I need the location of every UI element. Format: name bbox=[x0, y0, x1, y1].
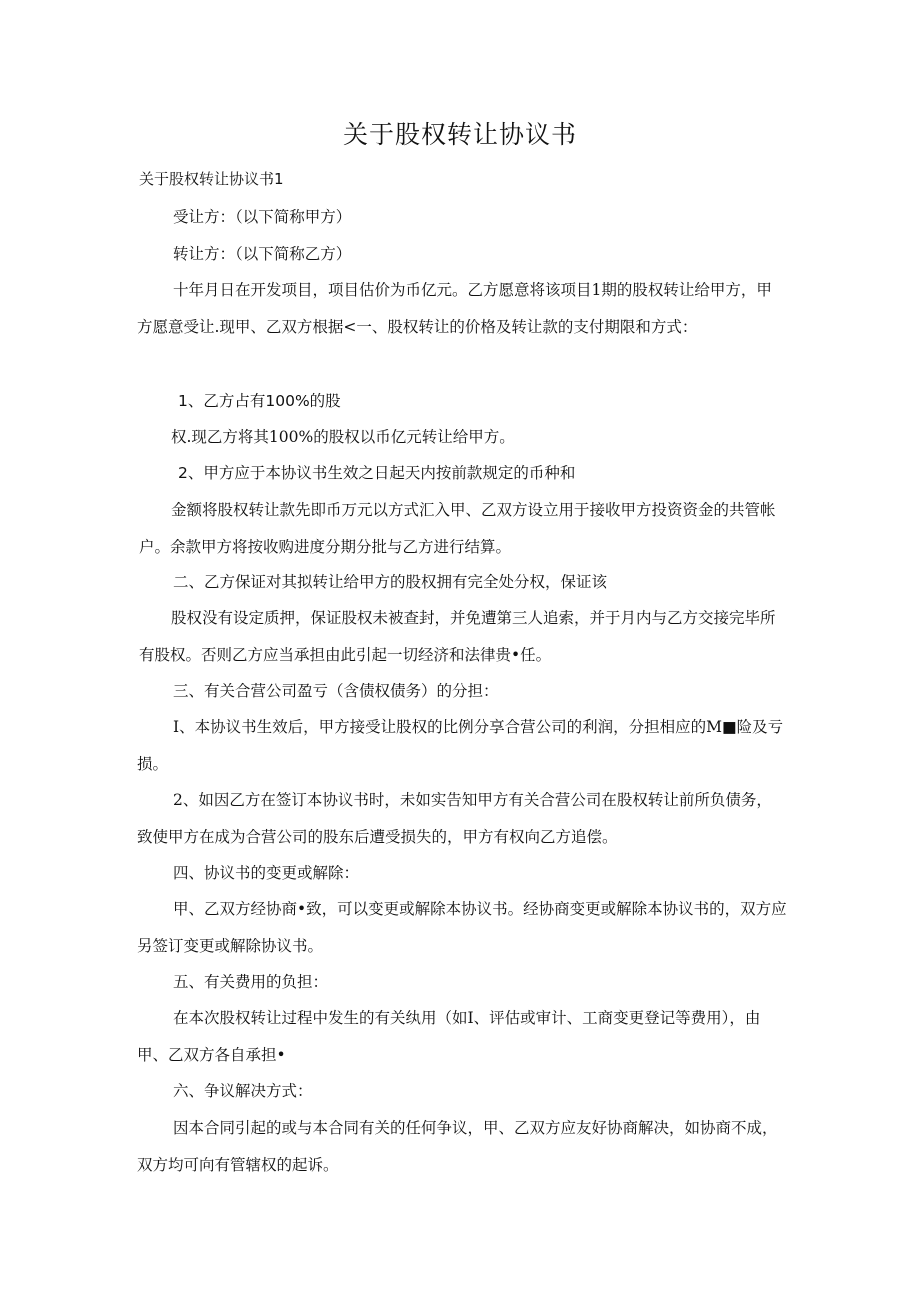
clause-2-body: 股权没有设定质押，保证股权未被查封，并免遭第三人追索，并于月内与乙方交接完毕所有股权。否则乙方应当承担由此引起一切经济和法律贵•任。 bbox=[139, 609, 776, 664]
party-a-line: 受让方：（以下简称甲方） bbox=[173, 208, 352, 226]
clause-5-body: 在本次股权转让过程中发生的有关纨用（如I、评估或审计、工商变更登记等费用），由甲、乙双方各自承担• bbox=[137, 1009, 761, 1064]
clause-4-heading: 四、协议书的变更或解除： bbox=[173, 864, 360, 882]
clause-1-2-body: 金额将股权转让款先即币万元以方式汇入甲、乙双方设立用于接收甲方投资资金的共管帐户。余款甲方将按收购进度分期分批与乙方进行结算。 bbox=[139, 501, 776, 556]
clause-5-heading: 五、有关费用的负担： bbox=[173, 973, 329, 991]
clause-4-body: 甲、乙双方经协商•致，可以变更或解除本协议书。经协商变更或解除本协议书的，双方应另签订变更或解除协议书。 bbox=[137, 900, 787, 955]
clause-2-heading: 二、乙方保证对其拟转让给甲方的股权拥有完全处分权，保证该 bbox=[173, 573, 608, 591]
project-paragraph: 十年月日在开发项目，项目估价为币亿元。乙方愿意将该项目1期的股权转让给甲方，甲方愿意受让.现甲、乙双方根据<一、股权转让的价格及转让款的支付期限和方式： bbox=[137, 281, 772, 336]
document-title: 关于股权转让协议书 bbox=[342, 120, 577, 149]
clause-1-2-heading: 2、甲方应于本协议书生效之日起天内按前款规定的币种和 bbox=[178, 464, 576, 482]
clause-1-1-body: 权.现乙方将其100%的股权以币亿元转让给甲方。 bbox=[171, 428, 515, 446]
document-subtitle: 关于股权转让协议书1 bbox=[139, 170, 284, 188]
clause-3-1: I、本协议书生效后，甲方接受让股权的比例分享合营公司的利润，分担相应的M■险及亏损。 bbox=[137, 718, 784, 773]
clause-3-2: 2、如因乙方在签订本协议书时，未如实告知甲方有关合营公司在股权转让前所负债务，致使甲方在成为合营公司的股东后遭受损失的，甲方有权向乙方追偿。 bbox=[137, 791, 772, 846]
party-b-line: 转让方：（以下简称乙方） bbox=[173, 245, 352, 263]
clause-6-body: 因本合同引起的或与本合同有关的任何争议，甲、乙双方应友好协商解决，如协商不成，双方均可向有管辖权的起诉。 bbox=[137, 1119, 778, 1174]
clause-3-heading: 三、有关合营公司盈亏（含债权债务）的分担： bbox=[173, 682, 499, 700]
clause-6-heading: 六、争议解决方式： bbox=[173, 1082, 313, 1100]
clause-1-1-heading: 1、乙方占有100%的股 bbox=[178, 392, 341, 410]
